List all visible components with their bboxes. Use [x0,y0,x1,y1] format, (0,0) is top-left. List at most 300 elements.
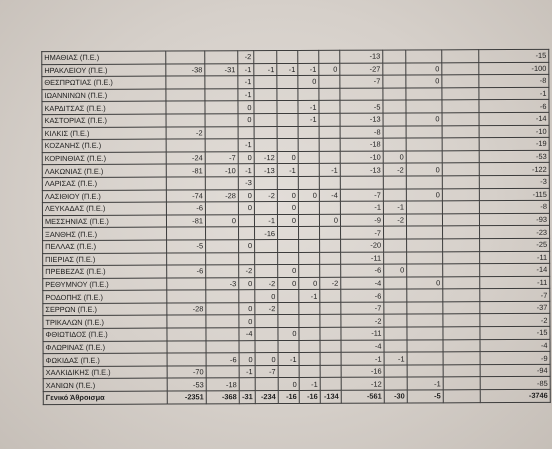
value-cell [254,176,277,189]
row-total-cell: -6 [479,100,549,113]
row-total-cell: -53 [479,150,549,163]
value-cell: 0 [239,315,255,328]
value-cell: 0 [278,277,299,290]
value-cell [383,50,406,63]
row-total-cell: -4 [480,339,550,352]
value-cell: -1 [298,113,319,126]
value-cell [319,126,340,139]
row-total-cell: -94 [480,364,550,377]
region-name-cell: ΛΑΚΩΝΙΑΣ (Π.Ε.) [42,164,166,177]
table-body [42,49,551,404]
value-cell [206,227,239,240]
value-cell [206,328,239,341]
value-cell [255,340,278,353]
value-cell [298,164,319,177]
value-cell [319,138,340,151]
value-cell: 0 [384,264,407,277]
value-cell: -7 [340,75,383,88]
value-cell [320,327,341,340]
value-cell: -16 [255,227,278,240]
value-cell [384,289,407,302]
value-cell [320,378,341,391]
value-cell: -1 [341,352,384,365]
value-cell [205,51,238,64]
value-cell: -11 [341,252,384,265]
value-cell [206,303,239,316]
value-cell [278,290,299,303]
value-cell: -2 [255,302,278,315]
row-total-cell: -93 [479,213,549,226]
value-cell [383,176,406,189]
value-cell [254,114,277,127]
value-cell [383,126,406,139]
value-cell: -16 [341,365,384,378]
region-name-cell: ΠΡΕΒΕΖΑΣ (Π.Ε.) [43,265,167,278]
value-cell: 0 [278,265,299,278]
value-cell [442,213,479,226]
value-cell [442,75,479,88]
row-total-cell: -85 [480,377,550,390]
value-cell [299,365,320,378]
value-cell [320,353,341,366]
value-cell: -1 [238,63,254,76]
value-cell [384,327,407,340]
value-cell [442,201,479,214]
value-cell: -1 [277,63,298,76]
value-cell [278,302,299,315]
value-cell: 0 [383,151,406,164]
value-cell: -1 [298,63,319,76]
value-cell [298,139,319,152]
region-name-cell: ΛΑΡΙΣΑΣ (Π.Ε.) [42,177,166,190]
value-cell: 0 [238,114,254,127]
value-cell: -28 [205,189,238,202]
value-cell: -81 [166,164,205,177]
value-cell [166,114,205,127]
value-cell [254,126,277,139]
row-total-cell: -3 [479,175,549,188]
value-cell [442,163,479,176]
value-cell [443,276,480,289]
value-cell [298,201,319,214]
value-cell: 0 [406,62,442,75]
value-cell: -7 [340,189,383,202]
value-cell: -2 [166,126,205,139]
region-name-cell: ΧΑΝΙΩΝ (Π.Ε.) [43,378,167,391]
value-cell: 0 [277,189,298,202]
value-cell [443,251,480,264]
value-cell: -9 [340,214,383,227]
value-cell [320,340,341,353]
value-cell: 0 [406,188,442,201]
value-cell [298,151,319,164]
value-cell [319,88,340,101]
value-cell: -53 [167,378,206,391]
value-cell [298,50,319,63]
region-name-cell: ΚΑΡΔΙΤΣΑΣ (Π.Ε.) [42,101,166,114]
value-cell [254,76,277,89]
value-cell: -1 [340,201,383,214]
value-cell: -11 [341,327,384,340]
value-cell [298,176,319,189]
value-cell: -2 [320,277,341,290]
value-cell: -1 [238,164,254,177]
value-cell [442,62,479,75]
value-cell: 0 [255,290,278,303]
row-total-cell: -7 [480,289,550,302]
row-total-cell: -23 [480,226,550,239]
value-cell [299,327,320,340]
value-cell [320,252,341,265]
value-cell: -234 [255,391,278,404]
value-cell [407,365,443,378]
value-cell: -10 [340,151,383,164]
value-cell [277,50,298,63]
value-cell: 0 [239,353,255,366]
value-cell: 0 [406,75,442,88]
value-cell [167,227,206,240]
value-cell [255,378,278,391]
value-cell: -3 [206,277,239,290]
value-cell: -4 [239,328,255,341]
value-cell: -18 [206,378,239,391]
value-cell [340,176,383,189]
value-cell [320,227,341,240]
row-total-cell: -15 [479,49,549,62]
value-cell [166,139,205,152]
value-cell [205,177,238,190]
row-total-cell: -25 [480,238,550,251]
value-cell [319,50,340,63]
value-cell: 0 [406,113,442,126]
value-cell: -38 [166,63,205,76]
row-total-cell: -14 [479,112,549,125]
value-cell: -7 [341,302,384,315]
value-cell: -28 [167,303,206,316]
value-cell: -70 [167,366,206,379]
row-total-cell: -9 [480,352,550,365]
value-cell [442,113,479,126]
value-cell [406,88,442,101]
value-cell: 0 [277,214,298,227]
value-cell [443,377,480,390]
value-cell: -24 [166,152,205,165]
value-cell: -7 [255,365,278,378]
value-cell [406,100,442,113]
value-cell: -4 [319,189,340,202]
value-cell [443,352,480,365]
row-total-cell: -8 [479,75,549,88]
value-cell [407,339,443,352]
value-cell [206,290,239,303]
value-cell [406,201,442,214]
value-cell [443,327,480,340]
value-cell [443,364,480,377]
value-cell [166,89,205,102]
value-cell [406,176,442,189]
value-cell [299,340,320,353]
value-cell [320,365,341,378]
value-cell [277,176,298,189]
region-name-cell: ΣΕΡΡΩΝ (Π.Ε.) [43,303,167,316]
value-cell: -2 [383,214,406,227]
value-cell: -8 [340,126,383,139]
value-cell: -18 [340,138,383,151]
value-cell [384,277,407,290]
value-cell [407,264,443,277]
region-name-cell: ΜΕΣΣΗΝΙΑΣ (Π.Ε.) [42,215,166,228]
value-cell: -13 [340,50,383,63]
value-cell [299,302,320,315]
value-cell [299,252,320,265]
value-cell [255,265,278,278]
value-cell [298,214,319,227]
value-cell [406,151,442,164]
value-cell [319,75,340,88]
value-cell [407,226,443,239]
value-cell [340,88,383,101]
value-cell: -1 [278,353,299,366]
value-cell [254,101,277,114]
value-cell: -1 [238,76,254,89]
value-cell [167,290,206,303]
value-cell [255,328,278,341]
value-cell: 0 [205,214,238,227]
value-cell [205,101,238,114]
value-cell [319,113,340,126]
value-cell [167,252,206,265]
region-name-cell: ΛΕΥΚΑΔΑΣ (Π.Ε.) [42,202,166,215]
value-cell: -31 [205,63,238,76]
row-total-cell: -8 [479,200,549,213]
total-row [43,389,550,404]
value-cell [167,328,206,341]
value-cell [239,290,255,303]
region-name-cell: ΗΡΑΚΛΕΙΟΥ (Π.Ε.) [42,64,166,77]
region-name-cell: ΘΕΣΠΡΩΤΙΑΣ (Π.Ε.) [42,76,166,89]
value-cell [206,252,239,265]
value-cell: -31 [239,391,255,404]
value-cell: -7 [205,151,238,164]
value-cell: -12 [341,378,384,391]
value-cell [320,290,341,303]
value-cell: -7 [341,226,384,239]
value-cell: -1 [277,164,298,177]
value-cell [255,315,278,328]
value-cell: -6 [167,265,206,278]
value-cell [407,352,443,365]
row-total-cell: -19 [479,138,549,151]
value-cell [442,150,479,163]
value-cell: -13 [340,113,383,126]
value-cell [167,315,206,328]
value-cell: -1 [319,164,340,177]
value-cell [254,88,277,101]
value-cell [383,189,406,202]
value-cell [407,302,443,315]
value-cell [166,101,205,114]
value-cell [205,139,238,152]
row-total-cell: -122 [479,163,549,176]
value-cell [443,302,480,315]
region-name-cell: ΚΟΡΙΝΘΙΑΣ (Π.Ε.) [42,152,166,165]
region-name-cell: ΚΑΣΤΟΡΙΑΣ (Π.Ε.) [42,114,166,127]
value-cell [254,51,277,64]
row-total-cell: -100 [479,62,549,75]
row-total-cell: -2 [480,314,550,327]
value-cell [383,88,406,101]
value-cell [278,365,299,378]
value-cell: -12 [254,151,277,164]
value-cell [255,252,278,265]
value-cell [299,264,320,277]
value-cell [442,87,479,100]
value-cell [167,341,206,354]
value-cell [319,176,340,189]
value-cell [383,75,406,88]
value-cell: 0 [239,240,255,253]
value-cell [239,378,255,391]
value-cell [383,100,406,113]
value-cell: -2351 [167,391,206,404]
value-cell: -74 [166,189,205,202]
value-cell [205,114,238,127]
value-cell [320,302,341,315]
region-name-cell: ΠΕΛΛΑΣ (Π.Ε.) [43,240,167,253]
row-total-cell: -14 [480,263,550,276]
value-cell: -16 [278,390,299,403]
value-cell [278,340,299,353]
value-cell: -2 [254,189,277,202]
value-cell: -6 [206,353,239,366]
value-cell: -2 [238,51,254,64]
value-cell [299,239,320,252]
value-cell [254,202,277,215]
region-name-cell: ΠΙΕΡΙΑΣ (Π.Ε.) [43,253,167,266]
value-cell: -1 [239,365,255,378]
value-cell [255,239,278,252]
value-cell [319,151,340,164]
row-total-cell: -15 [480,326,550,339]
value-cell [278,239,299,252]
value-cell: 0 [239,277,255,290]
value-cell [278,315,299,328]
value-cell: 0 [278,378,299,391]
region-name-cell: Γενικό Άθροισμα [43,391,167,404]
region-name-cell: ΙΩΑΝΝΙΝΩΝ (Π.Ε.) [42,89,166,102]
value-cell: 0 [239,303,255,316]
value-cell [407,327,443,340]
value-cell [205,88,238,101]
value-cell: -1 [254,63,277,76]
value-cell: -1 [298,101,319,114]
value-cell [254,139,277,152]
value-cell [443,339,480,352]
value-cell [206,366,239,379]
value-cell [319,201,340,214]
value-cell [406,214,442,227]
region-name-cell: ΦΘΙΩΤΙΔΟΣ (Π.Ε.) [43,328,167,341]
region-name-cell: ΛΑΣΙΘΙΟΥ (Π.Ε.) [42,190,166,203]
value-cell: -4 [341,340,384,353]
value-cell [442,50,479,63]
value-cell: -1 [299,290,320,303]
value-cell: -2 [341,315,384,328]
value-cell [384,365,407,378]
value-cell: 0 [406,163,442,176]
value-cell: 0 [277,151,298,164]
value-cell: -16 [299,390,320,403]
value-cell [278,227,299,240]
value-cell [298,126,319,139]
value-cell [384,377,407,390]
value-cell: -27 [340,63,383,76]
value-cell [277,139,298,152]
value-cell [384,314,407,327]
region-name-cell: ΦΛΩΡΙΝΑΣ (Π.Ε.) [43,341,167,354]
value-cell: -6 [166,202,205,215]
value-cell [277,126,298,139]
row-total-cell: -3746 [480,389,550,402]
value-cell: 0 [319,214,340,227]
value-cell [443,264,480,277]
row-total-cell: -115 [479,188,549,201]
value-cell [407,239,443,252]
value-cell [278,252,299,265]
value-cell: -2 [255,277,278,290]
region-name-cell: ΡΟΔΟΠΗΣ (Π.Ε.) [43,290,167,303]
value-cell: -4 [341,277,384,290]
value-cell [320,264,341,277]
value-cell [277,101,298,114]
value-cell: -13 [254,164,277,177]
value-cell [443,226,480,239]
value-cell [239,340,255,353]
value-cell [166,177,205,190]
value-cell: -1 [238,139,254,152]
value-cell [443,239,480,252]
value-cell [319,101,340,114]
value-cell [299,353,320,366]
value-cell: 0 [238,189,254,202]
region-name-cell: ΚΙΛΚΙΣ (Π.Ε.) [42,127,166,140]
value-cell [442,125,479,138]
value-cell [238,214,254,227]
value-cell [298,88,319,101]
value-cell [442,138,479,151]
value-cell: -1 [299,378,320,391]
value-cell: 0 [277,202,298,215]
row-total-cell: -11 [480,251,550,264]
value-cell: -20 [341,239,384,252]
value-cell: -5 [340,100,383,113]
value-cell: -2 [383,163,406,176]
value-cell [166,76,205,89]
value-cell [383,138,406,151]
value-cell [277,113,298,126]
value-cell: -368 [206,391,239,404]
value-cell: -6 [341,289,384,302]
row-total-cell: -11 [480,276,550,289]
value-cell [239,227,255,240]
value-cell [239,252,255,265]
value-cell [443,314,480,327]
value-cell: 0 [299,277,320,290]
value-cell [442,188,479,201]
value-cell [384,302,407,315]
value-cell [442,176,479,189]
region-name-cell: ΡΕΘΥΜΝΟΥ (Π.Ε.) [43,278,167,291]
